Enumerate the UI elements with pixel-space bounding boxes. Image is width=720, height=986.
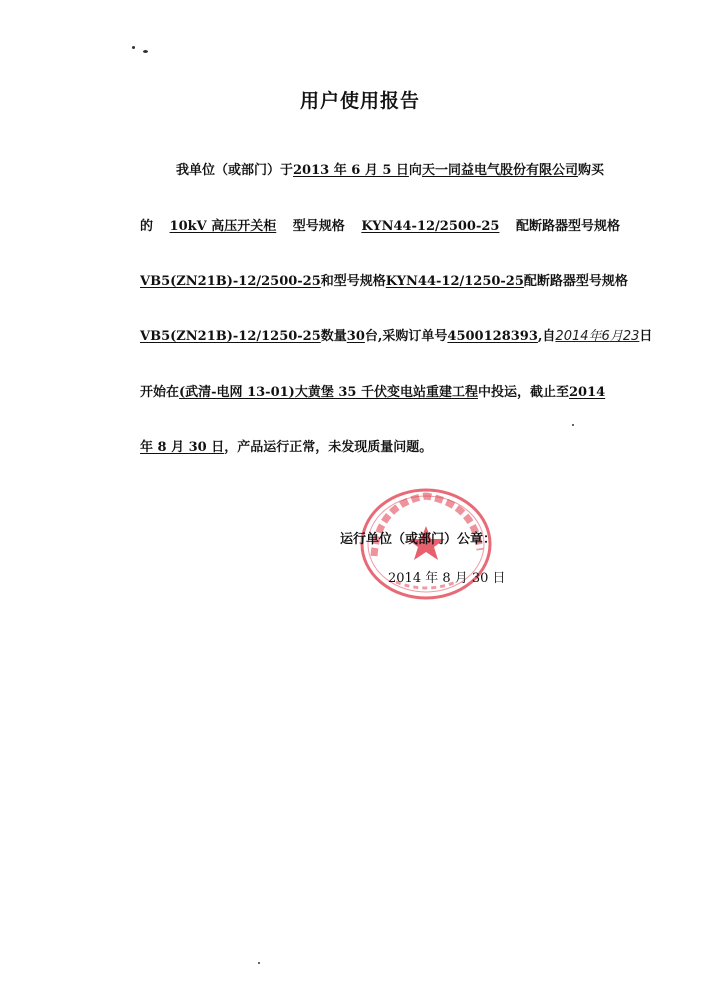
cabinet-model-2: KYN44-12/1250-25 xyxy=(385,274,524,289)
scan-speck xyxy=(143,50,148,53)
paragraph-line-1: 我单位（或部门）于2013 年 6 月 5 日向天一同益电气股份有限公司购买 xyxy=(176,163,604,178)
breaker-model-2: VB5(ZN21B)-12/1250-25 xyxy=(140,329,321,344)
signature-date: 2014 年 8 月 30 日 xyxy=(388,571,506,586)
end-date: 年 8 月 30 日 xyxy=(140,440,225,455)
paragraph-line-5: 开始在(武清-电网 13-01)大黄堡 35 千伏变电站重建工程中投运，截止至2014 xyxy=(140,385,606,400)
quantity: 30 xyxy=(346,329,365,344)
order-number: 4500128393 xyxy=(447,329,538,344)
supplier-company: 天一同益电气股份有限公司 xyxy=(421,163,578,178)
document-title: 用户使用报告 xyxy=(299,90,420,112)
breaker-model-1: VB5(ZN21B)-12/2500-25 xyxy=(140,274,321,289)
project-name: (武清-电网 13-01)大黄堡 35 千伏变电站重建工程 xyxy=(179,385,478,400)
purchase-date: 2013 年 6 月 5 日 xyxy=(293,163,409,178)
seal-unit-label: 运行单位（或部门）公章： xyxy=(340,532,497,547)
cabinet-model-1: KYN44-12/2500-25 xyxy=(361,219,500,234)
handwritten-year: 2014 xyxy=(555,329,589,344)
paragraph-line-4: VB5(ZN21B)-12/1250-25数量30台,采购订单号4500128393,自2014年6月23日 xyxy=(140,329,653,344)
scan-speck xyxy=(132,46,135,49)
end-year: 2014 xyxy=(568,385,606,400)
handwritten-month: 6 xyxy=(601,329,610,344)
paragraph-line-6: 年 8 月 30 日，产品运行正常，未发现质量问题。 xyxy=(140,440,433,455)
handwritten-day: 23 xyxy=(622,329,640,344)
product-name: 10kV 高压开关柜 xyxy=(169,219,277,234)
scan-speck xyxy=(572,424,574,426)
paragraph-line-3: VB5(ZN21B)-12/2500-25 和型号规格 KYN44-12/1250-25 配断路器型号规格 xyxy=(140,272,620,292)
scan-speck xyxy=(258,962,260,964)
paragraph-line-2: 的 10kV 高压开关柜 型号规格 KYN44-12/2500-25 配断路器型号规格 xyxy=(140,217,620,237)
